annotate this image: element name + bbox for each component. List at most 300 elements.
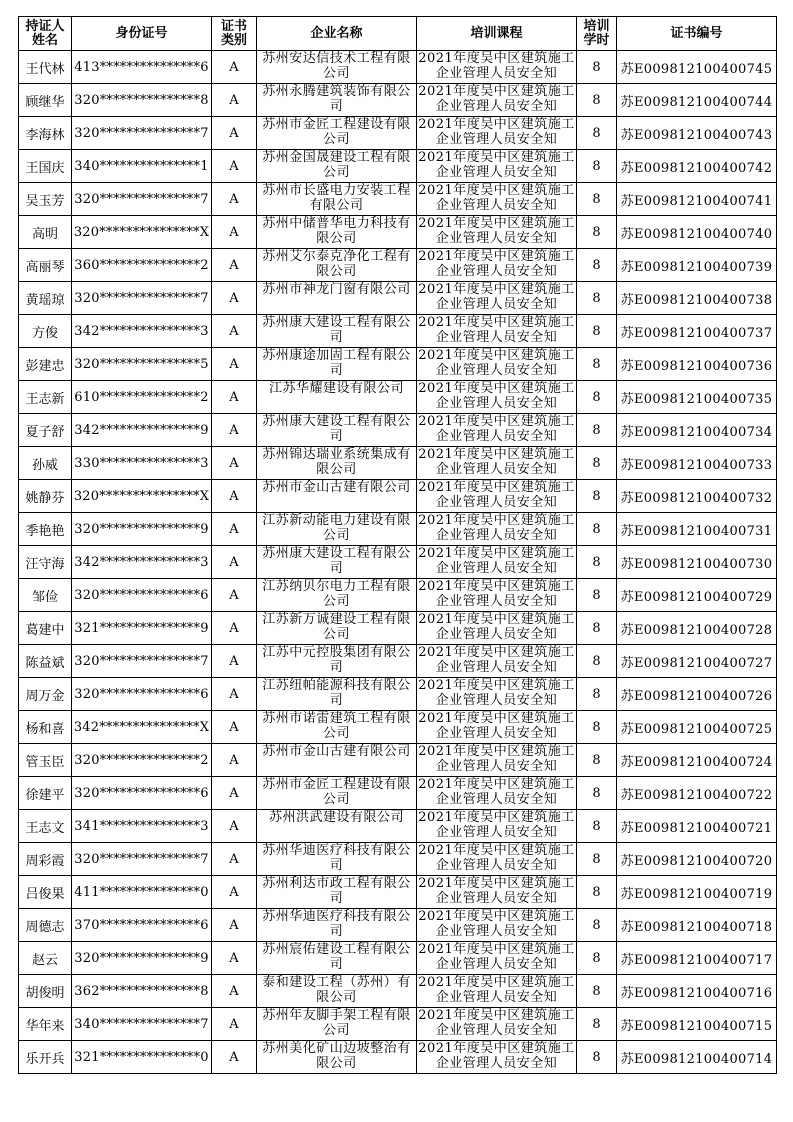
cell-training-hours: 8 bbox=[577, 1041, 617, 1074]
cell-company-name-text: 苏州市诺雷建筑工程有限公司 bbox=[262, 711, 411, 741]
cell-training-hours: 8 bbox=[577, 216, 617, 249]
cell-id-number: 320***************X bbox=[72, 480, 212, 513]
table-row bbox=[19, 546, 777, 579]
cell-training-hours: 8 bbox=[577, 348, 617, 381]
cell-company-name-text: 苏州华迪医疗科技有限公司 bbox=[262, 843, 411, 873]
cell-id-number: 320***************5 bbox=[72, 348, 212, 381]
cell-id-number: 340***************1 bbox=[72, 150, 212, 183]
table-row bbox=[19, 381, 777, 414]
cell-cert-number: 苏E009812100400722 bbox=[617, 777, 777, 810]
cell-id-number: 340***************7 bbox=[72, 1008, 212, 1041]
header-row bbox=[19, 17, 777, 51]
cell-training-hours: 8 bbox=[577, 282, 617, 315]
cell-cert-type: A bbox=[212, 1041, 257, 1074]
cell-training-course bbox=[417, 249, 577, 282]
cell-cert-type: A bbox=[212, 1008, 257, 1041]
cell-id-number: 320***************7 bbox=[72, 282, 212, 315]
cell-company-name-text: 苏州市金山古建有限公司 bbox=[262, 480, 411, 495]
cell-holder-name: 高丽琴 bbox=[19, 249, 72, 282]
cell-company-name bbox=[257, 1008, 417, 1041]
cell-cert-type: A bbox=[212, 249, 257, 282]
cell-cert-number: 苏E009812100400732 bbox=[617, 480, 777, 513]
cell-cert-number: 苏E009812100400718 bbox=[617, 909, 777, 942]
cell-company-name bbox=[257, 810, 417, 843]
cell-training-course bbox=[417, 480, 577, 513]
cell-holder-name: 王国庆 bbox=[19, 150, 72, 183]
cell-company-name bbox=[257, 183, 417, 216]
cell-cert-number: 苏E009812100400721 bbox=[617, 810, 777, 843]
cell-cert-number: 苏E009812100400715 bbox=[617, 1008, 777, 1041]
cell-training-course-text: 2021年度吴中区建筑施工企业管理人员安全知 bbox=[418, 909, 575, 939]
cell-training-hours: 8 bbox=[577, 84, 617, 117]
cell-training-course-text: 2021年度吴中区建筑施工企业管理人员安全知 bbox=[418, 84, 575, 114]
cell-training-course bbox=[417, 51, 577, 84]
cell-cert-type: A bbox=[212, 480, 257, 513]
cell-company-name bbox=[257, 876, 417, 909]
cell-holder-name: 季艳艳 bbox=[19, 513, 72, 546]
cell-cert-number: 苏E009812100400743 bbox=[617, 117, 777, 150]
cell-training-hours: 8 bbox=[577, 843, 617, 876]
cell-holder-name: 吴玉芳 bbox=[19, 183, 72, 216]
cell-cert-type: A bbox=[212, 51, 257, 84]
cell-cert-type: A bbox=[212, 777, 257, 810]
cell-training-hours: 8 bbox=[577, 447, 617, 480]
header-training-hours: 培训 学时 bbox=[577, 17, 617, 51]
cell-training-course-text: 2021年度吴中区建筑施工企业管理人员安全知 bbox=[418, 480, 575, 510]
cell-company-name bbox=[257, 579, 417, 612]
cell-holder-name: 黄瑶琼 bbox=[19, 282, 72, 315]
cell-cert-type: A bbox=[212, 975, 257, 1008]
certificate-roster-table bbox=[18, 16, 777, 1074]
header-holder-name: 持证人 姓名 bbox=[19, 17, 72, 51]
cell-cert-type: A bbox=[212, 183, 257, 216]
cell-training-course bbox=[417, 84, 577, 117]
cell-cert-number: 苏E009812100400738 bbox=[617, 282, 777, 315]
cell-id-number: 321***************9 bbox=[72, 612, 212, 645]
cell-cert-type: A bbox=[212, 711, 257, 744]
cell-company-name-text: 苏州市金山古建有限公司 bbox=[262, 744, 411, 759]
cell-cert-number: 苏E009812100400744 bbox=[617, 84, 777, 117]
cell-cert-number: 苏E009812100400724 bbox=[617, 744, 777, 777]
cell-company-name bbox=[257, 843, 417, 876]
cell-company-name bbox=[257, 117, 417, 150]
table-row bbox=[19, 150, 777, 183]
cell-cert-type: A bbox=[212, 843, 257, 876]
cell-training-course-text: 2021年度吴中区建筑施工企业管理人员安全知 bbox=[418, 51, 575, 81]
cell-id-number: 320***************2 bbox=[72, 744, 212, 777]
cell-training-hours: 8 bbox=[577, 249, 617, 282]
cell-company-name-text: 江苏中元控股集团有限公司 bbox=[262, 645, 411, 675]
cell-cert-type: A bbox=[212, 216, 257, 249]
cell-training-hours: 8 bbox=[577, 612, 617, 645]
table-row bbox=[19, 612, 777, 645]
cell-holder-name: 吕俊果 bbox=[19, 876, 72, 909]
table-row bbox=[19, 84, 777, 117]
cell-cert-number: 苏E009812100400730 bbox=[617, 546, 777, 579]
cell-cert-type: A bbox=[212, 546, 257, 579]
cell-company-name-text: 江苏纽帕能源科技有限公司 bbox=[262, 678, 411, 708]
cell-company-name bbox=[257, 447, 417, 480]
cell-training-course bbox=[417, 447, 577, 480]
table-row bbox=[19, 348, 777, 381]
table-row bbox=[19, 975, 777, 1008]
cell-training-course-text: 2021年度吴中区建筑施工企业管理人员安全知 bbox=[418, 612, 575, 642]
cell-cert-type: A bbox=[212, 579, 257, 612]
cell-training-course bbox=[417, 183, 577, 216]
cell-cert-type: A bbox=[212, 876, 257, 909]
table-row bbox=[19, 777, 777, 810]
cell-cert-number: 苏E009812100400717 bbox=[617, 942, 777, 975]
cell-id-number: 320***************9 bbox=[72, 942, 212, 975]
cell-id-number: 341***************3 bbox=[72, 810, 212, 843]
header-cert-type: 证书 类别 bbox=[212, 17, 257, 51]
table-row bbox=[19, 876, 777, 909]
cell-company-name bbox=[257, 1041, 417, 1074]
table-header bbox=[19, 17, 777, 51]
cell-training-course bbox=[417, 1008, 577, 1041]
cell-id-number: 342***************X bbox=[72, 711, 212, 744]
cell-company-name bbox=[257, 348, 417, 381]
cell-holder-name: 周彩霞 bbox=[19, 843, 72, 876]
cell-training-course bbox=[417, 315, 577, 348]
cell-cert-type: A bbox=[212, 942, 257, 975]
cell-cert-type: A bbox=[212, 84, 257, 117]
cell-cert-number: 苏E009812100400745 bbox=[617, 51, 777, 84]
cell-id-number: 370***************6 bbox=[72, 909, 212, 942]
table-row bbox=[19, 249, 777, 282]
header-cert-number: 证书编号 bbox=[617, 17, 777, 51]
cell-holder-name: 王代林 bbox=[19, 51, 72, 84]
cell-training-course-text: 2021年度吴中区建筑施工企业管理人员安全知 bbox=[418, 348, 575, 378]
cell-id-number: 320***************6 bbox=[72, 777, 212, 810]
header-id-number: 身份证号 bbox=[72, 17, 212, 51]
table-row bbox=[19, 942, 777, 975]
cell-cert-number: 苏E009812100400739 bbox=[617, 249, 777, 282]
cell-cert-number: 苏E009812100400741 bbox=[617, 183, 777, 216]
cell-id-number: 320***************9 bbox=[72, 513, 212, 546]
cell-training-hours: 8 bbox=[577, 150, 617, 183]
cell-cert-number: 苏E009812100400725 bbox=[617, 711, 777, 744]
cell-training-course-text: 2021年度吴中区建筑施工企业管理人员安全知 bbox=[418, 117, 575, 147]
cell-training-course-text: 2021年度吴中区建筑施工企业管理人员安全知 bbox=[418, 282, 575, 312]
cell-holder-name: 王志新 bbox=[19, 381, 72, 414]
table-row bbox=[19, 315, 777, 348]
cell-cert-type: A bbox=[212, 315, 257, 348]
cell-company-name-text: 苏州中储普华电力科技有限公司 bbox=[262, 216, 411, 246]
table-row bbox=[19, 909, 777, 942]
cell-training-course-text: 2021年度吴中区建筑施工企业管理人员安全知 bbox=[418, 975, 575, 1005]
cell-training-course bbox=[417, 612, 577, 645]
cell-training-course-text: 2021年度吴中区建筑施工企业管理人员安全知 bbox=[418, 744, 575, 774]
cell-cert-type: A bbox=[212, 513, 257, 546]
table-row bbox=[19, 117, 777, 150]
cell-company-name-text: 苏州市神龙门窗有限公司 bbox=[262, 282, 411, 297]
cell-company-name-text: 江苏新动能电力建设有限公司 bbox=[262, 513, 411, 543]
cell-training-course-text: 2021年度吴中区建筑施工企业管理人员安全知 bbox=[418, 777, 575, 807]
table-row bbox=[19, 51, 777, 84]
cell-company-name-text: 苏州华迪医疗科技有限公司 bbox=[262, 909, 411, 939]
cell-company-name-text: 苏州洪武建设有限公司 bbox=[268, 810, 404, 825]
cell-holder-name: 乐开兵 bbox=[19, 1041, 72, 1074]
cell-training-hours: 8 bbox=[577, 414, 617, 447]
cell-id-number: 360***************2 bbox=[72, 249, 212, 282]
cell-company-name bbox=[257, 909, 417, 942]
cell-training-course-text: 2021年度吴中区建筑施工企业管理人员安全知 bbox=[418, 711, 575, 741]
cell-company-name bbox=[257, 975, 417, 1008]
cell-training-course-text: 2021年度吴中区建筑施工企业管理人员安全知 bbox=[418, 183, 575, 213]
cell-training-course bbox=[417, 1041, 577, 1074]
cell-holder-name: 李海林 bbox=[19, 117, 72, 150]
cell-company-name-text: 苏州市金匠工程建设有限公司 bbox=[262, 777, 411, 807]
cell-training-course bbox=[417, 678, 577, 711]
cell-training-course-text: 2021年度吴中区建筑施工企业管理人员安全知 bbox=[418, 150, 575, 180]
cell-company-name-text: 苏州安达信技术工程有限公司 bbox=[262, 51, 411, 81]
cell-cert-type: A bbox=[212, 909, 257, 942]
cell-cert-type: A bbox=[212, 381, 257, 414]
cell-training-course-text: 2021年度吴中区建筑施工企业管理人员安全知 bbox=[418, 546, 575, 576]
table-row bbox=[19, 810, 777, 843]
cell-cert-number: 苏E009812100400719 bbox=[617, 876, 777, 909]
cell-company-name bbox=[257, 612, 417, 645]
cell-training-hours: 8 bbox=[577, 579, 617, 612]
cell-company-name bbox=[257, 744, 417, 777]
cell-holder-name: 汪守海 bbox=[19, 546, 72, 579]
cell-holder-name: 姚静芬 bbox=[19, 480, 72, 513]
cell-holder-name: 管玉臣 bbox=[19, 744, 72, 777]
cell-cert-type: A bbox=[212, 150, 257, 183]
cell-holder-name: 陈益斌 bbox=[19, 645, 72, 678]
cell-cert-number: 苏E009812100400736 bbox=[617, 348, 777, 381]
table-row bbox=[19, 744, 777, 777]
cell-training-course-text: 2021年度吴中区建筑施工企业管理人员安全知 bbox=[418, 249, 575, 279]
cell-training-course bbox=[417, 117, 577, 150]
cell-training-hours: 8 bbox=[577, 942, 617, 975]
cell-company-name bbox=[257, 216, 417, 249]
cell-training-course-text: 2021年度吴中区建筑施工企业管理人员安全知 bbox=[418, 216, 575, 246]
cell-id-number: 362***************8 bbox=[72, 975, 212, 1008]
cell-cert-type: A bbox=[212, 678, 257, 711]
cell-training-hours: 8 bbox=[577, 480, 617, 513]
cell-training-course bbox=[417, 810, 577, 843]
table-row bbox=[19, 480, 777, 513]
cell-training-hours: 8 bbox=[577, 315, 617, 348]
cell-cert-number: 苏E009812100400716 bbox=[617, 975, 777, 1008]
cell-id-number: 320***************7 bbox=[72, 183, 212, 216]
cell-id-number: 342***************3 bbox=[72, 546, 212, 579]
cell-company-name-text: 苏州康大建设工程有限公司 bbox=[262, 546, 411, 576]
cell-training-hours: 8 bbox=[577, 645, 617, 678]
cell-company-name-text: 苏州利达市政工程有限公司 bbox=[262, 876, 411, 906]
table-row bbox=[19, 216, 777, 249]
cell-company-name bbox=[257, 777, 417, 810]
cell-training-course bbox=[417, 777, 577, 810]
cell-training-course bbox=[417, 348, 577, 381]
header-company-name: 企业名称 bbox=[257, 17, 417, 51]
cell-training-hours: 8 bbox=[577, 546, 617, 579]
cell-id-number: 320***************X bbox=[72, 216, 212, 249]
cell-training-course-text: 2021年度吴中区建筑施工企业管理人员安全知 bbox=[418, 315, 575, 345]
cell-cert-type: A bbox=[212, 348, 257, 381]
cell-training-course bbox=[417, 711, 577, 744]
cell-training-course bbox=[417, 645, 577, 678]
cell-cert-number: 苏E009812100400726 bbox=[617, 678, 777, 711]
cell-training-course-text: 2021年度吴中区建筑施工企业管理人员安全知 bbox=[418, 447, 575, 477]
cell-training-hours: 8 bbox=[577, 117, 617, 150]
cell-company-name bbox=[257, 84, 417, 117]
table-row bbox=[19, 414, 777, 447]
cell-id-number: 411***************0 bbox=[72, 876, 212, 909]
cell-training-course-text: 2021年度吴中区建筑施工企业管理人员安全知 bbox=[418, 942, 575, 972]
cell-holder-name: 徐建平 bbox=[19, 777, 72, 810]
cell-company-name-text: 苏州艾尔泰克净化工程有限公司 bbox=[262, 249, 411, 279]
table-row bbox=[19, 1041, 777, 1074]
cell-cert-type: A bbox=[212, 612, 257, 645]
cell-cert-number: 苏E009812100400714 bbox=[617, 1041, 777, 1074]
cell-company-name bbox=[257, 414, 417, 447]
cell-cert-number: 苏E009812100400742 bbox=[617, 150, 777, 183]
cell-training-course-text: 2021年度吴中区建筑施工企业管理人员安全知 bbox=[418, 678, 575, 708]
cell-id-number: 413***************6 bbox=[72, 51, 212, 84]
cell-company-name bbox=[257, 513, 417, 546]
table-row bbox=[19, 645, 777, 678]
cell-training-course bbox=[417, 150, 577, 183]
cell-company-name-text: 苏州永腾建筑装饰有限公司 bbox=[262, 84, 411, 114]
table-row bbox=[19, 579, 777, 612]
cell-id-number: 610***************2 bbox=[72, 381, 212, 414]
cell-training-hours: 8 bbox=[577, 810, 617, 843]
cell-holder-name: 华年来 bbox=[19, 1008, 72, 1041]
cell-holder-name: 彭建忠 bbox=[19, 348, 72, 381]
cell-cert-number: 苏E009812100400737 bbox=[617, 315, 777, 348]
cell-holder-name: 周万金 bbox=[19, 678, 72, 711]
cell-company-name-text: 苏州锦达瑞业系统集成有限公司 bbox=[262, 447, 411, 477]
cell-cert-number: 苏E009812100400728 bbox=[617, 612, 777, 645]
table-body bbox=[19, 51, 777, 1074]
cell-cert-type: A bbox=[212, 810, 257, 843]
cell-cert-type: A bbox=[212, 117, 257, 150]
cell-holder-name: 孙威 bbox=[19, 447, 72, 480]
cell-company-name-text: 苏州美化矿山边坡整治有限公司 bbox=[262, 1041, 411, 1071]
cell-company-name-text: 江苏纳贝尔电力工程有限公司 bbox=[262, 579, 411, 609]
cell-cert-number: 苏E009812100400734 bbox=[617, 414, 777, 447]
cell-training-course-text: 2021年度吴中区建筑施工企业管理人员安全知 bbox=[418, 414, 575, 444]
cell-cert-type: A bbox=[212, 282, 257, 315]
cell-training-hours: 8 bbox=[577, 711, 617, 744]
cell-id-number: 320***************7 bbox=[72, 645, 212, 678]
table-row bbox=[19, 282, 777, 315]
cell-training-hours: 8 bbox=[577, 777, 617, 810]
table-row bbox=[19, 513, 777, 546]
cell-training-hours: 8 bbox=[577, 909, 617, 942]
cell-training-course bbox=[417, 843, 577, 876]
cell-holder-name: 周德志 bbox=[19, 909, 72, 942]
header-training-course: 培训课程 bbox=[417, 17, 577, 51]
cell-company-name-text: 苏州金国晟建设工程有限公司 bbox=[262, 150, 411, 180]
cell-holder-name: 杨和喜 bbox=[19, 711, 72, 744]
cell-training-course-text: 2021年度吴中区建筑施工企业管理人员安全知 bbox=[418, 579, 575, 609]
cell-training-course bbox=[417, 975, 577, 1008]
cell-holder-name: 方俊 bbox=[19, 315, 72, 348]
cell-training-course bbox=[417, 909, 577, 942]
cell-company-name-text: 苏州康大建设工程有限公司 bbox=[262, 414, 411, 444]
cell-cert-type: A bbox=[212, 447, 257, 480]
cell-holder-name: 赵云 bbox=[19, 942, 72, 975]
cell-company-name bbox=[257, 678, 417, 711]
cell-training-hours: 8 bbox=[577, 744, 617, 777]
cell-company-name-text: 苏州康大建设工程有限公司 bbox=[262, 315, 411, 345]
cell-holder-name: 夏子舒 bbox=[19, 414, 72, 447]
cell-training-course bbox=[417, 744, 577, 777]
cell-company-name-text: 苏州宸佑建设工程有限公司 bbox=[262, 942, 411, 972]
cell-training-hours: 8 bbox=[577, 381, 617, 414]
cell-training-hours: 8 bbox=[577, 1008, 617, 1041]
cell-id-number: 320***************8 bbox=[72, 84, 212, 117]
cell-id-number: 321***************0 bbox=[72, 1041, 212, 1074]
table-row bbox=[19, 711, 777, 744]
cell-cert-number: 苏E009812100400729 bbox=[617, 579, 777, 612]
cell-holder-name: 顾继华 bbox=[19, 84, 72, 117]
cell-cert-number: 苏E009812100400727 bbox=[617, 645, 777, 678]
cell-company-name bbox=[257, 711, 417, 744]
table-row bbox=[19, 843, 777, 876]
cell-company-name bbox=[257, 315, 417, 348]
cell-holder-name: 邹俭 bbox=[19, 579, 72, 612]
cell-company-name bbox=[257, 150, 417, 183]
cell-cert-number: 苏E009812100400731 bbox=[617, 513, 777, 546]
cell-training-hours: 8 bbox=[577, 183, 617, 216]
cell-cert-type: A bbox=[212, 744, 257, 777]
cell-company-name-text: 苏州年友脚手架工程有限公司 bbox=[262, 1008, 411, 1038]
cell-id-number: 342***************3 bbox=[72, 315, 212, 348]
cell-training-hours: 8 bbox=[577, 876, 617, 909]
cell-cert-type: A bbox=[212, 645, 257, 678]
cell-training-hours: 8 bbox=[577, 513, 617, 546]
cell-training-course bbox=[417, 876, 577, 909]
cell-cert-number: 苏E009812100400720 bbox=[617, 843, 777, 876]
cell-company-name bbox=[257, 942, 417, 975]
cell-training-hours: 8 bbox=[577, 51, 617, 84]
cell-holder-name: 胡俊明 bbox=[19, 975, 72, 1008]
cell-id-number: 320***************6 bbox=[72, 678, 212, 711]
cell-id-number: 320***************7 bbox=[72, 117, 212, 150]
cell-company-name bbox=[257, 480, 417, 513]
cell-company-name-text: 泰和建设工程（苏州）有限公司 bbox=[262, 975, 411, 1005]
cell-company-name bbox=[257, 249, 417, 282]
cell-training-course-text: 2021年度吴中区建筑施工企业管理人员安全知 bbox=[418, 810, 575, 840]
cell-id-number: 342***************9 bbox=[72, 414, 212, 447]
cell-training-course bbox=[417, 381, 577, 414]
cell-training-course-text: 2021年度吴中区建筑施工企业管理人员安全知 bbox=[418, 1041, 575, 1071]
cell-training-course bbox=[417, 942, 577, 975]
cell-cert-number: 苏E009812100400733 bbox=[617, 447, 777, 480]
cell-training-course-text: 2021年度吴中区建筑施工企业管理人员安全知 bbox=[418, 876, 575, 906]
cell-company-name bbox=[257, 546, 417, 579]
table-row bbox=[19, 1008, 777, 1041]
cell-training-course bbox=[417, 282, 577, 315]
cell-training-course bbox=[417, 414, 577, 447]
cell-cert-number: 苏E009812100400735 bbox=[617, 381, 777, 414]
cell-holder-name: 王志文 bbox=[19, 810, 72, 843]
cell-training-course bbox=[417, 513, 577, 546]
cell-training-course-text: 2021年度吴中区建筑施工企业管理人员安全知 bbox=[418, 1008, 575, 1038]
cell-id-number: 320***************7 bbox=[72, 843, 212, 876]
cell-cert-type: A bbox=[212, 414, 257, 447]
cell-training-course bbox=[417, 579, 577, 612]
cell-training-course-text: 2021年度吴中区建筑施工企业管理人员安全知 bbox=[418, 381, 575, 411]
cell-training-hours: 8 bbox=[577, 678, 617, 711]
cell-training-course-text: 2021年度吴中区建筑施工企业管理人员安全知 bbox=[418, 645, 575, 675]
cell-company-name-text: 江苏华耀建设有限公司 bbox=[268, 381, 404, 396]
